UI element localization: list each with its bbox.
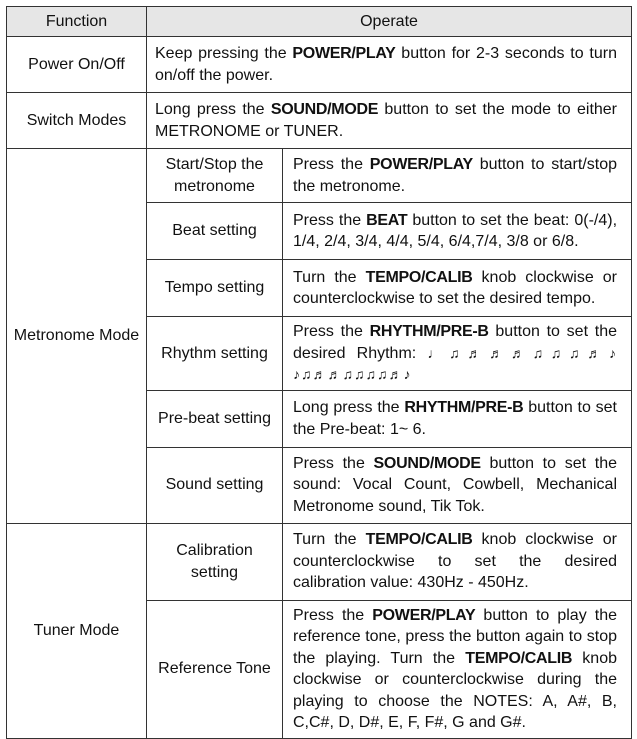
button-name: TEMPO/CALIB <box>365 268 473 286</box>
rhythm-notes: ♩♫♬♬♬♫♫♫♬♪ ♪♫♬♬♫♫♫♫♬♪ <box>293 344 618 382</box>
operate-sound-setting: Press the SOUND/MODE button to set the sound: Vocal Count, Cowbell, Mechanical Metronome sound, Tik Tok. <box>283 447 632 523</box>
table-row <box>7 93 632 149</box>
sub-pre-beat-setting: Pre-beat setting <box>147 390 283 447</box>
operate-reference-tone: Press the POWER/PLAY button to play the reference tone, press the button again to stop the playing. Turn the TEMPO/CALIB knob clockwise or counterclockwise during the playing to choose the NOTES: A, A#, B, C,C#, D, D#, E, F, F#, G and G#. <box>283 600 632 738</box>
sub-rhythm-setting: Rhythm setting <box>147 317 283 391</box>
operate-switch-modes: Long press the SOUND/MODE button to set the mode to either METRONOME or TUNER. <box>147 93 632 149</box>
sub-sound-setting: Sound setting <box>147 447 283 523</box>
function-switch-modes: Switch Modes <box>7 93 147 149</box>
sub-start-stop: Start/Stop the metronome <box>147 149 283 203</box>
sub-beat-setting: Beat setting <box>147 203 283 260</box>
button-name: TEMPO/CALIB <box>365 531 473 549</box>
sub-tempo-setting: Tempo setting <box>147 260 283 317</box>
button-name: BEAT <box>366 211 408 229</box>
header-function: Function <box>7 7 147 37</box>
button-name: TEMPO/CALIB <box>465 649 573 667</box>
button-name: RHYTHM/PRE-B <box>404 399 524 416</box>
table-row <box>7 523 632 600</box>
instructions-table <box>6 6 632 739</box>
table-row <box>7 37 632 93</box>
header-row <box>7 7 632 37</box>
operate-calibration-setting: Turn the TEMPO/CALIB knob clockwise or counterclockwise to set the desired calibration value: 430Hz - 450Hz. <box>283 523 632 600</box>
function-power: Power On/Off <box>7 37 147 93</box>
function-metronome-mode: Metronome Mode <box>7 149 147 524</box>
button-name: POWER/PLAY <box>369 156 473 173</box>
button-name: POWER/PLAY <box>372 606 476 624</box>
operate-start-stop: Press the POWER/PLAY button to start/stop the metronome. <box>283 149 632 203</box>
operate-rhythm-setting: Press the RHYTHM/PRE-B button to set the desired Rhythm: ♩♫♬♬♬♫♫♫♬♪ ♪♫♬♬♫♫♫♫♬♪ <box>283 317 632 391</box>
button-name: POWER/PLAY <box>292 45 396 62</box>
sub-reference-tone: Reference Tone <box>147 600 283 738</box>
sub-calibration-setting: Calibration setting <box>147 523 283 600</box>
button-name: SOUND/MODE <box>373 454 481 472</box>
operate-power: Keep pressing the POWER/PLAY button for 2-3 seconds to turn on/off the power. <box>147 37 632 93</box>
operate-pre-beat-setting: Long press the RHYTHM/PRE-B button to set the Pre-beat: 1~ 6. <box>283 390 632 447</box>
operate-beat-setting: Press the BEAT button to set the beat: 0(-/4), 1/4, 2/4, 3/4, 4/4, 5/4, 6/4,7/4, 3/8 or 6/8. <box>283 203 632 260</box>
table-row <box>7 149 632 203</box>
function-tuner-mode: Tuner Mode <box>7 523 147 738</box>
button-name: RHYTHM/PRE-B <box>369 323 489 340</box>
operate-tempo-setting: Turn the TEMPO/CALIB knob clockwise or counterclockwise to set the desired tempo. <box>283 260 632 317</box>
header-operate: Operate <box>147 7 632 37</box>
button-name: SOUND/MODE <box>270 101 379 118</box>
